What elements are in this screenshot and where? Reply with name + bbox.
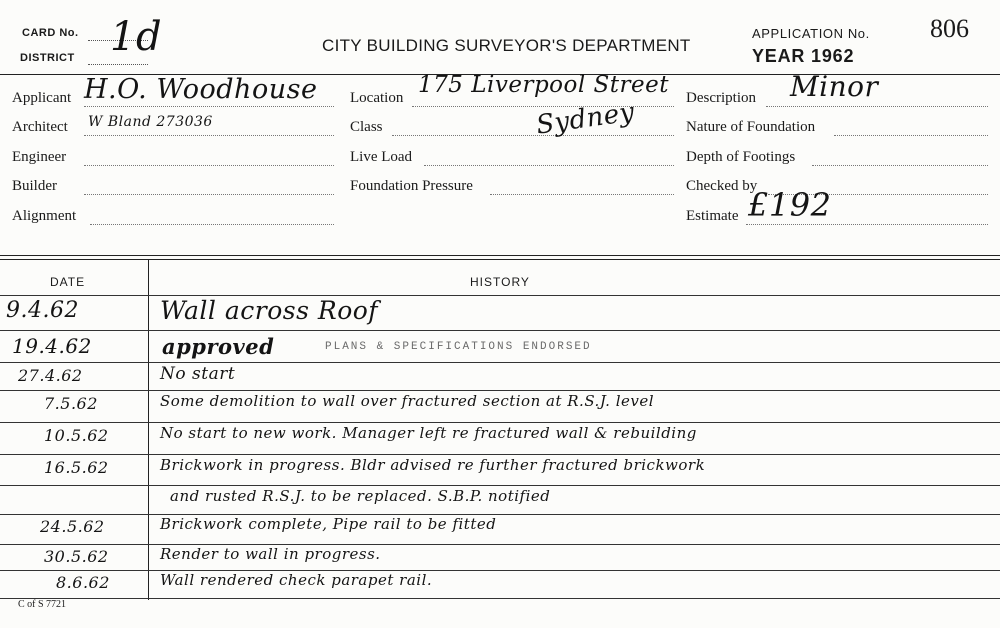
- district-dots: [88, 64, 148, 65]
- section-rule-bottom: [0, 259, 1000, 260]
- foundation-pressure-dots: [490, 194, 674, 195]
- description-dots: [766, 106, 988, 107]
- alignment-dots: [90, 224, 334, 225]
- class-dots: [392, 135, 674, 136]
- location-label: Location: [350, 90, 404, 106]
- checked-by-label: Checked by: [686, 178, 758, 194]
- history-entry: Wall rendered check parapet rail.: [160, 571, 433, 589]
- history-date: 16.5.62: [44, 458, 109, 477]
- date-column-header: DATE: [50, 275, 86, 289]
- architect-label: Architect: [12, 119, 68, 135]
- form-code: C of S 7721: [18, 599, 67, 610]
- table-row: [0, 514, 1000, 515]
- endorsement-stamp: PLANS & SPECIFICATIONS ENDORSED: [325, 341, 592, 353]
- applicant-label: Applicant: [12, 90, 72, 106]
- builder-dots: [84, 194, 334, 195]
- table-row: [0, 362, 1000, 363]
- architect-dots: [84, 135, 334, 136]
- nature-of-foundation-dots: [834, 135, 988, 136]
- section-rule-top: [0, 255, 1000, 256]
- location-dots: [412, 106, 674, 107]
- date-column-divider: [148, 260, 149, 600]
- history-header-rule: [0, 295, 1000, 296]
- history-entry: and rusted R.S.J. to be replaced. S.B.P. notified: [170, 487, 551, 505]
- table-row: [0, 570, 1000, 571]
- department-title: CITY BUILDING SURVEYOR'S DEPARTMENT: [322, 36, 691, 55]
- class-label: Class: [350, 119, 383, 135]
- description-label: Description: [686, 90, 756, 106]
- description-value: Minor: [790, 70, 879, 103]
- applicant-value: H.O. Woodhouse: [84, 74, 318, 105]
- history-date: 8.6.62: [56, 573, 110, 592]
- history-date: 30.5.62: [44, 547, 109, 566]
- engineer-dots: [84, 165, 334, 166]
- history-entry: Render to wall in progress.: [160, 545, 381, 563]
- history-column-header: HISTORY: [470, 275, 530, 289]
- history-entry: No start: [160, 364, 236, 384]
- live-load-dots: [424, 165, 674, 166]
- history-entry: Brickwork complete, Pipe rail to be fitted: [160, 515, 497, 533]
- application-no-label: APPLICATION No.: [752, 26, 870, 41]
- history-date: 10.5.62: [44, 426, 109, 445]
- history-date: 9.4.62: [6, 298, 79, 323]
- history-date: 19.4.62: [12, 334, 92, 358]
- card-no-label: CARD No.: [22, 27, 79, 39]
- alignment-label: Alignment: [12, 208, 77, 224]
- estimate-label: Estimate: [686, 208, 739, 224]
- location-value: 175 Liverpool Street: [418, 72, 669, 98]
- applicant-dots: [84, 106, 334, 107]
- table-row: [0, 598, 1000, 599]
- table-row: [0, 422, 1000, 423]
- architect-value: W Bland 273036: [88, 114, 213, 130]
- nature-of-foundation-label: Nature of Foundation: [686, 119, 816, 135]
- year-label: YEAR 1962: [752, 46, 855, 66]
- engineer-label: Engineer: [12, 149, 67, 165]
- application-number: 806: [930, 14, 969, 43]
- table-row: [0, 330, 1000, 331]
- district-label: DISTRICT: [20, 52, 75, 64]
- table-row: [0, 454, 1000, 455]
- history-date: 27.4.62: [18, 366, 83, 385]
- builder-label: Builder: [12, 178, 57, 194]
- history-entry: Brickwork in progress. Bldr advised re further fractured brickwork: [160, 456, 706, 474]
- history-date: 7.5.62: [44, 394, 98, 413]
- history-entry: Wall across Roof: [160, 296, 379, 325]
- depth-of-footings-dots: [812, 165, 988, 166]
- history-entry: No start to new work. Manager left re fractured wall & rebuilding: [160, 424, 697, 442]
- history-entry: approved: [162, 334, 275, 359]
- location-line2-value: Sydney: [534, 97, 637, 141]
- table-row: [0, 390, 1000, 391]
- history-date: 24.5.62: [40, 517, 105, 536]
- estimate-dots: [746, 224, 988, 225]
- district-value: 1d: [110, 14, 163, 60]
- table-row: [0, 485, 1000, 486]
- foundation-pressure-label: Foundation Pressure: [350, 178, 473, 194]
- history-entry: Some demolition to wall over fractured section at R.S.J. level: [160, 392, 655, 410]
- estimate-value: £192: [748, 186, 832, 224]
- live-load-label: Live Load: [350, 149, 413, 165]
- table-row: [0, 544, 1000, 545]
- depth-of-footings-label: Depth of Footings: [686, 149, 796, 165]
